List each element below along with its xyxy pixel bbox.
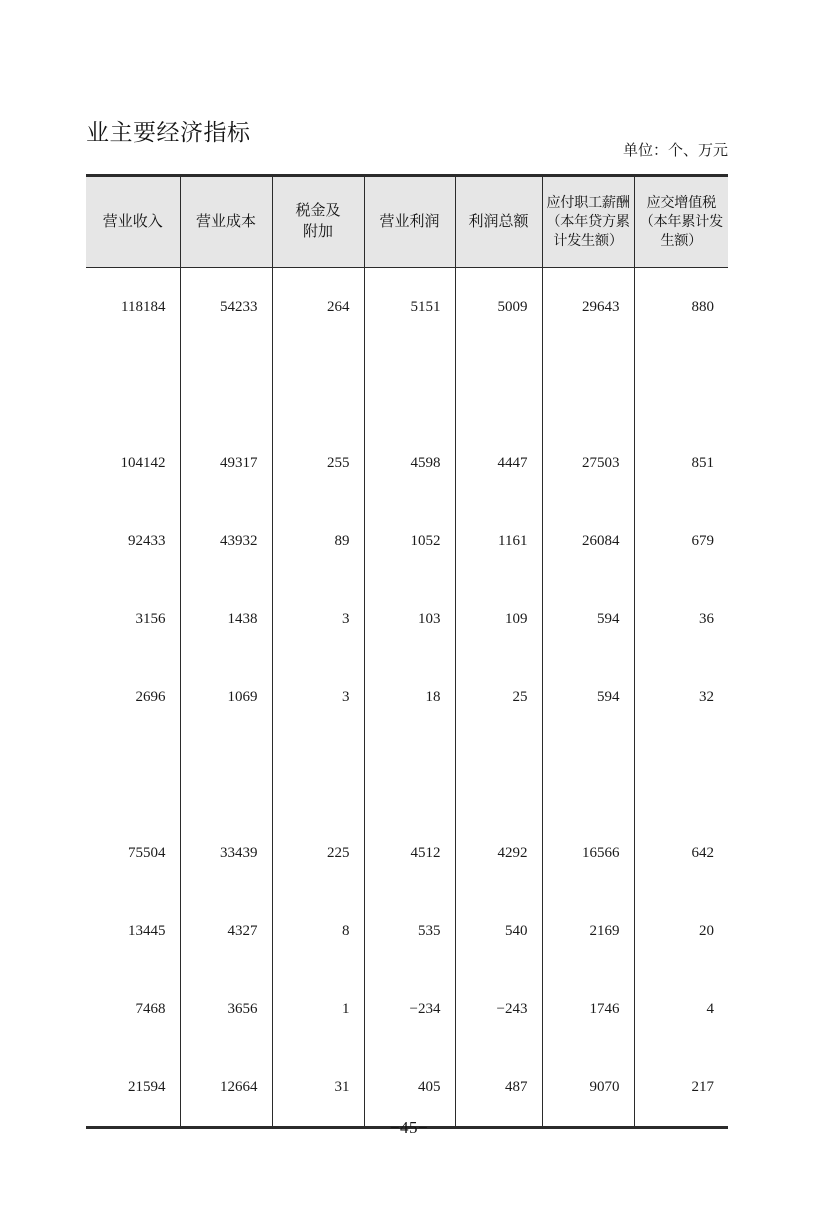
table-cell: 642 xyxy=(634,814,728,892)
table-cell: 1746 xyxy=(542,970,634,1048)
column-header-operating-profit: 营业利润 xyxy=(364,176,455,268)
table-header-row xyxy=(86,176,728,268)
column-header-operating-revenue: 营业收入 xyxy=(86,176,180,268)
table-cell: 2169 xyxy=(542,892,634,970)
table-row xyxy=(86,658,728,736)
table-cell: 1438 xyxy=(180,580,272,658)
table-row xyxy=(86,424,728,502)
table-row xyxy=(86,814,728,892)
table-cell: 405 xyxy=(364,1048,455,1128)
table-cell: 851 xyxy=(634,424,728,502)
table-cell: 32 xyxy=(634,658,728,736)
table-cell: 2696 xyxy=(135,688,166,705)
table-cell: 109 xyxy=(455,580,542,658)
table-spacer-cell xyxy=(364,736,455,814)
table-cell: −243 xyxy=(455,970,542,1048)
table-spacer-row xyxy=(86,736,728,814)
table-cell: 4447 xyxy=(455,424,542,502)
table-cell: 255 xyxy=(272,424,364,502)
table-cell: 217 xyxy=(634,1048,728,1128)
table-cell: 3156 xyxy=(135,610,166,627)
table-cell: 225 xyxy=(272,814,364,892)
table-cell: 7468 xyxy=(135,1000,166,1017)
table-cell: 540 xyxy=(455,892,542,970)
column-header-vat-payable: 应交增值税（本年累计发生额） xyxy=(634,176,728,268)
table-cell: 5009 xyxy=(455,268,542,347)
table-row xyxy=(86,580,728,658)
table-cell: 880 xyxy=(634,268,728,347)
statistics-table-container xyxy=(86,174,728,1129)
table-row xyxy=(86,268,728,347)
table-cell: 594 xyxy=(542,580,634,658)
table-cell: 4 xyxy=(634,970,728,1048)
table-spacer-cell xyxy=(634,736,728,814)
table-cell: 92433 xyxy=(128,532,166,549)
table-cell: 487 xyxy=(455,1048,542,1128)
table-spacer-cell xyxy=(634,346,728,424)
table-cell: −234 xyxy=(364,970,455,1048)
page-title: 业主要经济指标 xyxy=(86,120,251,145)
table-cell: 20 xyxy=(634,892,728,970)
page-number: −45− xyxy=(389,1118,429,1137)
statistics-table xyxy=(86,174,728,1129)
table-spacer-cell xyxy=(180,346,272,424)
table-spacer-cell xyxy=(455,736,542,814)
table-cell: 594 xyxy=(542,658,634,736)
table-cell: 18 xyxy=(364,658,455,736)
table-spacer-cell xyxy=(364,346,455,424)
table-cell: 21594 xyxy=(86,1048,180,1128)
table-cell: 1 xyxy=(272,970,364,1048)
column-header-taxes-line1: 税金及 xyxy=(295,203,341,219)
table-cell: 1161 xyxy=(455,502,542,580)
table-cell: 3656 xyxy=(180,970,272,1048)
table-row xyxy=(86,970,728,1048)
column-header-employee-compensation-payable: 应付职工薪酬（本年贷方累计发生额） xyxy=(542,176,634,268)
table-cell: 29643 xyxy=(542,268,634,347)
table-cell: 16566 xyxy=(542,814,634,892)
table-cell: 75504 xyxy=(128,844,166,861)
table-cell: 54233 xyxy=(180,268,272,347)
table-cell: 25 xyxy=(455,658,542,736)
table-cell: 3 xyxy=(272,658,364,736)
table-spacer-cell xyxy=(455,346,542,424)
table-spacer-cell xyxy=(86,346,180,424)
column-header-taxes-and-surcharges xyxy=(272,176,364,268)
table-cell: 535 xyxy=(364,892,455,970)
table-cell: 49317 xyxy=(180,424,272,502)
table-cell: 4512 xyxy=(364,814,455,892)
table-cell: 118184 xyxy=(121,298,166,315)
table-cell: 1069 xyxy=(180,658,272,736)
table-spacer-cell xyxy=(542,736,634,814)
table-cell: 104142 xyxy=(120,454,166,471)
table-cell: 31 xyxy=(272,1048,364,1128)
table-row xyxy=(86,1048,728,1128)
table-body xyxy=(86,268,728,1128)
unit-note: 单位：个、万元 xyxy=(622,143,728,159)
table-spacer-cell xyxy=(180,736,272,814)
table-spacer-cell xyxy=(272,346,364,424)
table-cell: 33439 xyxy=(180,814,272,892)
table-cell: 26084 xyxy=(542,502,634,580)
table-cell: 4598 xyxy=(364,424,455,502)
table-cell: 9070 xyxy=(542,1048,634,1128)
column-header-taxes-line2: 附加 xyxy=(302,224,333,240)
column-header-total-profit: 利润总额 xyxy=(455,176,542,268)
table-row xyxy=(86,892,728,970)
table-spacer-cell xyxy=(272,736,364,814)
table-cell: 43932 xyxy=(180,502,272,580)
column-header-operating-cost: 营业成本 xyxy=(180,176,272,268)
table-cell: 103 xyxy=(364,580,455,658)
table-cell: 27503 xyxy=(542,424,634,502)
table-cell: 5151 xyxy=(364,268,455,347)
table-spacer-row xyxy=(86,346,728,424)
table-cell: 1052 xyxy=(364,502,455,580)
table-cell: 4327 xyxy=(180,892,272,970)
table-cell: 36 xyxy=(634,580,728,658)
table-spacer-cell xyxy=(86,736,180,814)
table-cell: 12664 xyxy=(180,1048,272,1128)
table-cell: 13445 xyxy=(128,922,166,939)
table-spacer-cell xyxy=(542,346,634,424)
table-cell: 264 xyxy=(272,268,364,347)
table-cell: 4292 xyxy=(455,814,542,892)
table-cell: 679 xyxy=(634,502,728,580)
table-cell: 3 xyxy=(272,580,364,658)
table-cell: 8 xyxy=(272,892,364,970)
table-cell: 89 xyxy=(272,502,364,580)
table-row xyxy=(86,502,728,580)
